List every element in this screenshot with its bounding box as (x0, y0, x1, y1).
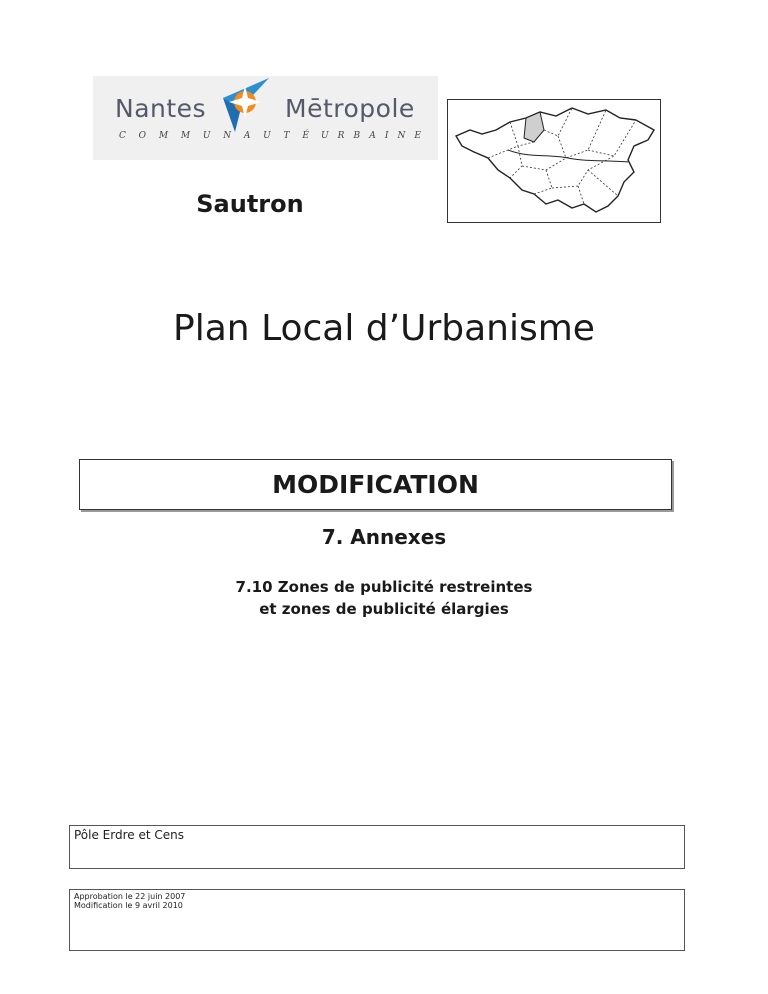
subsection-line-2: et zones de publicité élargies (259, 600, 509, 618)
logo-subtitle-urbaine (321, 131, 421, 145)
logo-letter: N (223, 131, 232, 141)
section-title: 7. Annexes (321, 525, 447, 549)
logo-letter: E (414, 131, 421, 141)
procedure-box (79, 459, 672, 510)
logo-letter: M (158, 131, 169, 141)
pole-box (69, 825, 685, 869)
pole-label: Pôle Erdre et Cens (74, 828, 184, 842)
logo-letter: O (138, 131, 147, 141)
document-title: Plan Local d’Urbanisme (173, 308, 595, 349)
logo-word-nantes: Nantes (115, 94, 207, 123)
modification-date: Modification le 9 avril 2010 (74, 901, 183, 910)
procedure-label: MODIFICATION (272, 470, 479, 499)
logo-letter: U (321, 131, 329, 141)
logo-letter: A (369, 131, 376, 141)
logo-letter: M (180, 131, 191, 141)
logo-letter: A (243, 131, 251, 141)
dates-box (69, 889, 685, 951)
logo-letter: U (202, 131, 211, 141)
subsection-line-1: 7.10 Zones de publicité restreintes (235, 578, 533, 596)
logo-star-icon (211, 78, 271, 134)
logo-letter: É (302, 131, 309, 141)
subsection-title (0, 576, 768, 620)
logo-letter: N (397, 131, 406, 141)
logo-subtitle-communaute (119, 131, 309, 145)
approbation-date: Approbation le 22 juin 2007 (74, 892, 186, 901)
commune-name: Sautron (196, 190, 304, 218)
logo-letter: U (263, 131, 271, 141)
logo-letter: C (119, 131, 126, 141)
logo-word-metropole: Mētropole (285, 94, 415, 123)
logo-letter: R (337, 131, 345, 141)
logo-letter: I (384, 131, 389, 141)
logo-letter: T (283, 131, 290, 141)
logo-letter: B (353, 131, 361, 141)
nantes-metropole-logo (93, 76, 438, 160)
